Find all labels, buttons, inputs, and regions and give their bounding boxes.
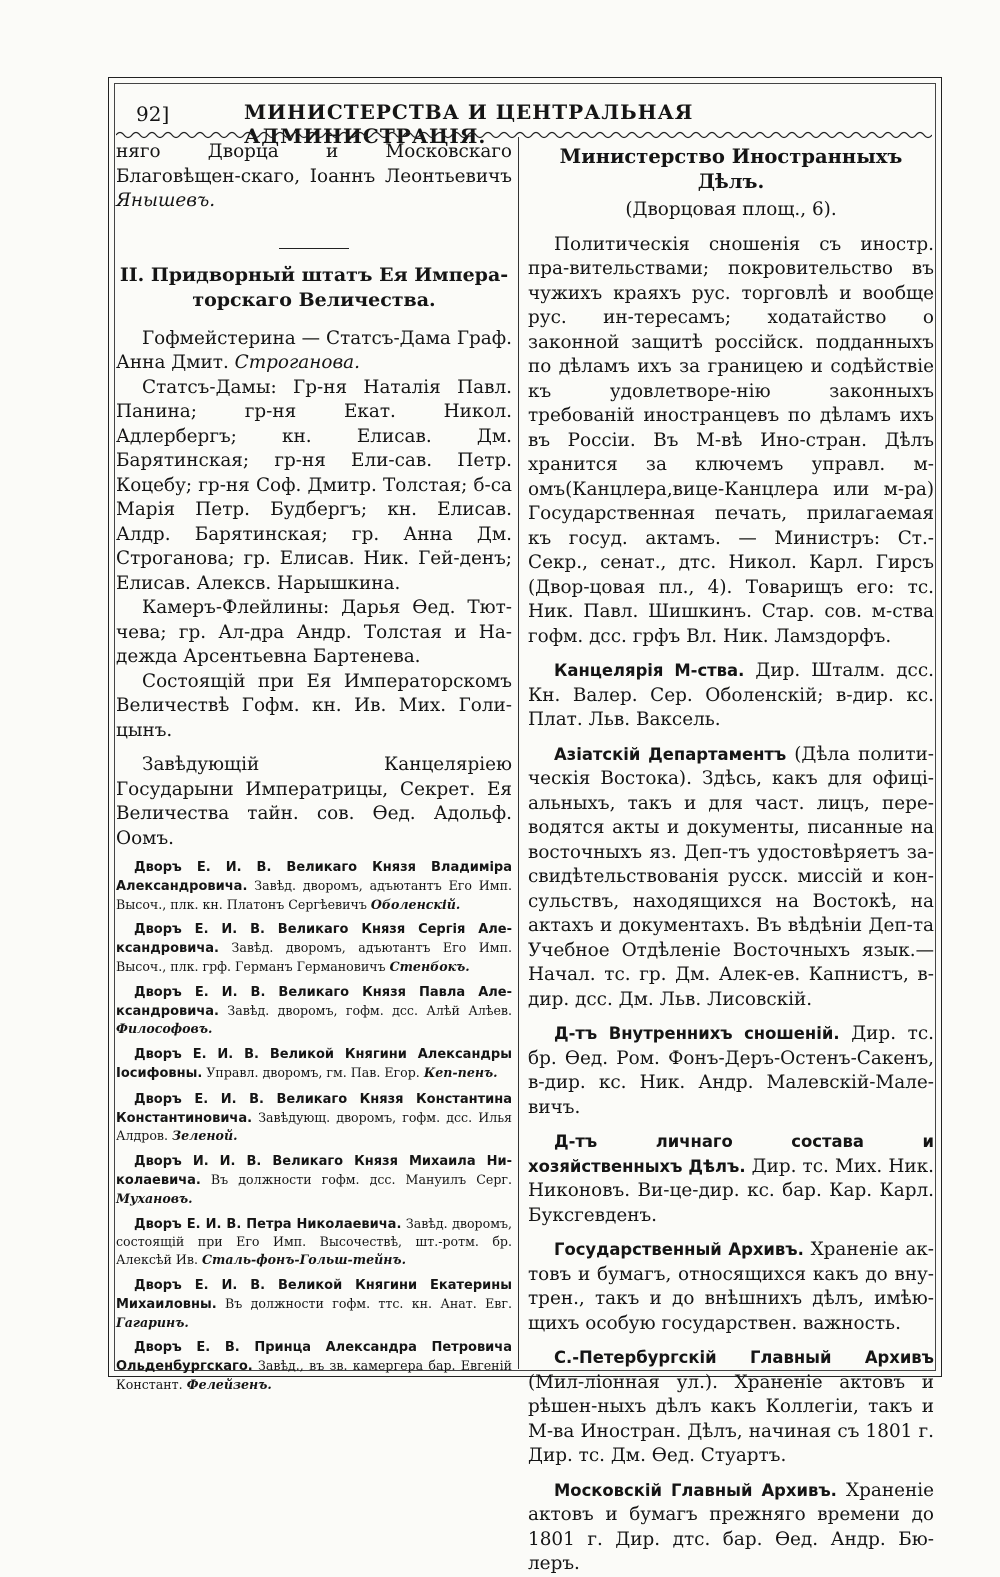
departments-list xyxy=(528,659,934,1577)
court-title: Дворъ Е. И. В. Великаго Князя Сергія Але-ксандровича. xyxy=(116,922,512,957)
court-text: Въ должности гофм. дсс. Мануилъ Серг. xyxy=(200,1171,512,1187)
department-text: Дир. тс. Мих. Ник. Никоновъ. Ви-це-дир. кс. бар. Кар. Карл. Буксгевденъ. xyxy=(528,1155,934,1226)
court-entry xyxy=(116,920,512,975)
section-rule xyxy=(279,248,349,249)
department-entry xyxy=(528,1346,934,1469)
court-entry xyxy=(116,858,512,913)
court-text: Въ должности гофм. ттс. кн. Анат. Евг. xyxy=(216,1295,512,1311)
court-title: Дворъ И. И. В. Великаго Князя Михаила Ни-колаевича. xyxy=(116,1154,512,1188)
left-column xyxy=(116,140,512,1394)
court-text: Завѣд. дворомъ, адъютантъ Его Имп. Высоч., плк. кн. Платонъ Сергѣевичъ xyxy=(116,877,512,912)
ladies-of-state: Статсъ-Дамы: Гр-ня Наталія Павл. Панина; гр-ня Екат. Никол. Адлербергъ; кн. Елисав. Дм. Барятинская; гр-ня Ели-сав. Петр. Коцебу; гр-ня Соф. Дмитр. Толстая; б-са Марія Петр. Будбергъ; кн. Елисав. Алдр. Барятинская; гр. Анна Дм. Строганова; гр. Елисав. Ник. Гей-денъ; Елисав. Алексв. Нарышкина. xyxy=(116,376,512,594)
court-manager-name: Гагаринъ. xyxy=(116,1314,189,1330)
continuation-text: няго Дворца и Московскаго Благовѣщен-скаго, Іоаннъ Леонтьевичъ xyxy=(116,141,512,187)
department-title: Государственный Архивъ. xyxy=(554,1240,804,1259)
court-title: Дворъ Е. И. В. Великой Княгини Александры Іосифовны. xyxy=(116,1047,512,1081)
department-title: Д-тъ Внутреннихъ сношеній. xyxy=(554,1024,840,1043)
court-manager-name: Оболенскій. xyxy=(370,896,461,912)
court-entry xyxy=(116,983,512,1038)
department-text: Дир. Шталм. дсс. Кн. Валер. Сер. Оболенскій; в-дир. кс. Плат. Льв. Ваксель. xyxy=(528,660,934,730)
department-text: (Мил-ліонная ул.). Храненіе актовъ и рѣшен-ныхъ дѣлъ какъ Коллегіи, такъ и М-ва Иностран. Дѣлъ, начиная съ 1801 г. Дир. тс. Дм. Ѳед. Стуартъ. xyxy=(528,1371,934,1466)
mistress-of-robes xyxy=(116,327,512,376)
mistress-text: Гофмейстерина — Статсъ-Дама Граф. Анна Дмит. xyxy=(116,327,512,373)
courts-list xyxy=(116,858,512,1394)
running-title: МИНИСТЕРСТВА И ЦЕНТРАЛЬНАЯ АДМИНИСТРАЦІЯ. xyxy=(244,100,694,148)
court-title: Дворъ Е. И. В. Великаго Князя Владиміра Александровича. xyxy=(116,860,512,894)
chancellery-manager: Завѣдующій Канцеляріею Государыни Императрицы, Секрет. Ея Величества тайн. сов. Ѳед. Адольф. Оомъ. xyxy=(116,754,512,849)
court-entry xyxy=(116,1152,512,1207)
court-text: Завѣд. дворомъ, состоящій при Его Имп. Высочествѣ, шт.-ротм. бр. Алексѣй Ив. xyxy=(116,1215,513,1268)
court-entry xyxy=(116,1276,512,1331)
court-manager-name: Стенбокъ. xyxy=(389,958,470,974)
department-text: Храненіе ак-товъ и бумагъ, относящихся какъ до вну-трен., такъ и до внѣшнихъ дѣлъ, имѣю-щихъ особую государствен. важность. xyxy=(528,1239,934,1334)
department-title: С.-Петербургскій Главный Архивъ xyxy=(554,1348,934,1367)
department-entry xyxy=(528,1238,934,1336)
court-entry xyxy=(116,1045,512,1083)
court-title: Дворъ Е. И. В. Петра Николаевича. xyxy=(134,1216,402,1232)
department-title: Д-тъ личнаго состава и хозяйственныхъ Дѣлъ. xyxy=(528,1132,934,1176)
ministry-address: (Дворцовая площ., 6). xyxy=(625,199,837,220)
department-text: (Дѣла полити-ческія Востока). Здѣсь, какъ для офиці-альныхъ, такъ и для част. лицъ, пере-водятся акты и документы, писанные на восточныхъ яз. Деп-тъ удостовѣряетъ за-свидѣтельствованія русск. миссій и кон-сульствъ, находящихся на Востокѣ, на актахъ и документахъ. Въ вѣдѣніи Деп-та Учебное Отдѣленіе Восточныхъ язык.— Начал. тс. гр. Дм. Алек-ев. Капнистъ, в-дир. дсс. Дм. Льв. Лисовскій. xyxy=(528,743,934,1010)
department-title: Канцелярія М-ства. xyxy=(554,661,745,680)
court-text: Завѣд. дворомъ, адъютантъ Его Имп. Высоч., плк. грф. Германъ Германовичъ xyxy=(116,940,512,974)
court-title: Дворъ Е. И. В. Великаго Князя Константина Константиновича. xyxy=(116,1091,512,1126)
court-manager-name: Философовъ. xyxy=(116,1021,213,1037)
department-entry xyxy=(528,1130,934,1228)
court-manager-name: Кеп-пенъ. xyxy=(423,1064,498,1080)
department-entry xyxy=(528,1022,934,1120)
court-manager-name: Фелейзенъ. xyxy=(186,1376,272,1392)
court-title: Дворъ Е. И. В. Великаго Князя Павла Але-ксандровича. xyxy=(116,984,512,1019)
continuation-name: Янышевъ. xyxy=(116,190,216,211)
column-divider xyxy=(518,137,519,1369)
court-text: Завѣд. дворомъ, гофм. дсс. Алѣй Алѣев. xyxy=(219,1002,512,1018)
page-number: 92] xyxy=(136,102,170,126)
court-entry xyxy=(116,1338,512,1393)
department-title: Азіатскій Департаментъ xyxy=(554,744,787,764)
court-title: Дворъ Е. И. В. Великой Княгини Екатерины Михаиловны. xyxy=(116,1277,512,1312)
court-manager-name: Сталь-фонъ-Гольш-тейнъ. xyxy=(202,1252,406,1268)
court-title: Дворъ Е. В. Принца Александра Петровича Ольденбургскаго. xyxy=(116,1340,512,1375)
department-text: Дир. тс. бр. Ѳед. Ром. Фонъ-Деръ-Остенъ-Сакенъ, в-дир. кс. Ник. Андр. Малевскій-Мале-вичъ. xyxy=(528,1023,935,1118)
court-manager-name: Зеленой. xyxy=(172,1128,238,1144)
page-header xyxy=(116,96,936,148)
department-entry xyxy=(528,659,934,733)
right-column xyxy=(528,140,934,1577)
court-manager-name: Мухановъ. xyxy=(116,1190,193,1206)
court-text: Завѣдующ. дворомъ, гофм. дсс. Илья Алдров. xyxy=(116,1109,512,1144)
department-text: Храненіе актовъ и бумагъ прежняго времени до 1801 г. Дир. дтс. бар. Ѳед. Андр. Бю-леръ. xyxy=(528,1479,934,1574)
court-entry xyxy=(116,1215,512,1269)
maids-of-honour: Камеръ-Флейлины: Дарья Ѳед. Тют-чева; гр. Ал-дра Андр. Толстая и На-дежда Арсентьевна Бартенева. xyxy=(116,597,512,667)
section-heading: II. Придворный штатъ Ея Импера-торскаго Величества. xyxy=(119,263,509,311)
mistress-name: Строганова. xyxy=(234,352,360,373)
court-text: Управл. дворомъ, гм. Пав. Егор. xyxy=(202,1064,424,1080)
court-entry xyxy=(116,1090,512,1145)
department-title: Московскій Главный Архивъ. xyxy=(554,1480,837,1500)
left-continuation xyxy=(116,140,512,214)
ministry-heading: Министерство Иностранныхъ Дѣлъ. xyxy=(559,145,903,193)
department-entry xyxy=(528,743,934,1013)
court-text: Завѣд., въ зв. камергера бар. Евгеній Констант. xyxy=(116,1358,512,1392)
department-entry xyxy=(528,1479,934,1577)
attached-to-empress: Состоящій при Ея Императорскомъ Величествѣ Гофм. кн. Ив. Мих. Голи-цынъ. xyxy=(116,670,512,741)
ministry-intro: Политическія сношенія съ иностр. пра-вительствами; покровительство въ чужихъ краяхъ рус. торговлѣ и вообще рус. ин-тересамъ; ходатайство о законной защитѣ россійск. подданныхъ по дѣламъ ихъ за границею и содѣйствіе къ удовлетворе-нію законныхъ требованій иностранцевъ по дѣламъ ихъ въ Россіи. Въ М-вѣ Ино-стран. Дѣлъ хранится за ключемъ управл. м-омъ(Канцлера,вице-Канцлера или м-ра) Государственная печать, прилагаемая къ госуд. актамъ. — Министръ: Ст.-Секр., сенат., дтс. Никол. Карл. Гирсъ (Двор-цовая пл., 4). Товарищъ его: тс. Ник. Павл. Шишкинъ. Стар. сов. м-ства гофм. дсс. грфъ Вл. Ник. Ламздорфъ. xyxy=(528,233,934,647)
